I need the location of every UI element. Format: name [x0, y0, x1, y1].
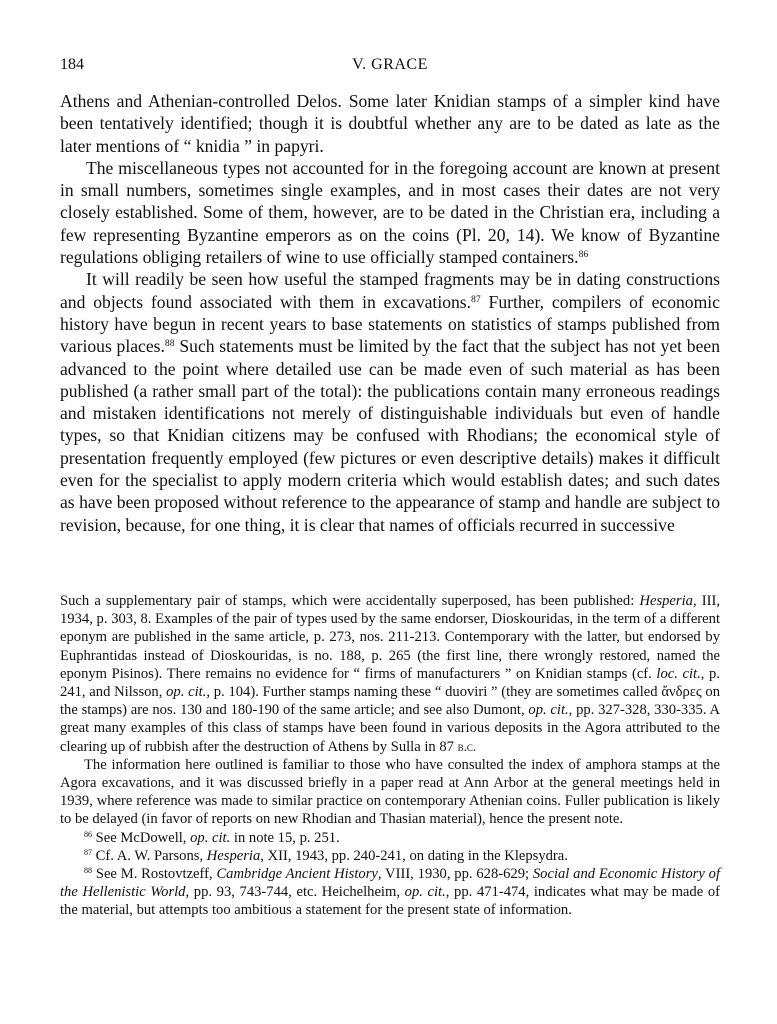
main-text [60, 90, 720, 536]
note-continuation: Such a supplementary pair of stamps, which were accidentally superposed, has been published: Hesperia, III, 1934, p. 303, 8. Examples of the pair of types used by the same endorser, Dioskouridas, in the term of a different eponym are published in the same article, p. 273, nos. 211-213. Contemporary with the latter, but endorsed by Euphrantidas instead of Dioskouridas, is no. 188, p. 265 (the first line, there wrongly restored, named the eponym Pisinos). There remains no evidence for “ firms of manufacturers ” on Knidian stamps (cf. loc. cit., p. 241, and Nilsson, op. cit., p. 104). Further stamps naming these “ duoviri ” (they are sometimes called ἄνδρες on the stamps) are nos. 130 and 180-190 of the same article; and see also Dumont, op. cit., pp. 327-328, 330-335. A great many examples of this class of stamps have been found in various deposits in the Agora attributed to the clearing up of rubbish after the destruction of Athens by Sulla in 87 b.c. [60, 593, 720, 755]
footnote-86: $^{86}$ See McDowell, op. cit. in note 15, p. 251. [84, 829, 340, 846]
footnote-ref-87: 87 [471, 293, 481, 305]
paragraph-3: It will readily be seen how useful the stamped fragments may be in dating constructions and objects found associated with them in excavations.$^{87}$ Further, compilers of economic history have begun in recent years to base statements on statistics of stamps published from various places.$^{88}$ Such statements must be limited by the fact that the subject has not yet been advanced to the point where detailed use can be made even of such material as has been published (a rather small part of the total): the publications contain many erroneous readings and mistaken identifications not merely of distinguishable individuals but even of handle types, so that Knidian citizens may be confused with Rhodians; the economical style of presentation frequently employed (few pictures or even descriptive details) makes it difficult even for the specialist to apply modern criteria which would establish dates; and such dates as have been proposed without reference to the appearance of stamp and handle are subject to revision, because, for one thing, it is clear that names of officials recurred in successive [60, 269, 720, 535]
footnote-ref-88: 88 [164, 338, 175, 350]
paragraph-2: The miscellaneous types not accounted for in the foregoing account are known at present in small numbers, sometimes single examples, and in most cases their dates are not very closely established. Some of them, however, are to be dated in the Christian era, including a few representing Byzantine emperors as on the coins (Pl. 20, 14). We know of Byzantine regulations obliging retailers of wine to use officially stamped containers.$^{86}$ [60, 157, 720, 268]
footnote-ref-86: 86 [578, 249, 589, 261]
greek-word: ἄνδρες [661, 684, 702, 701]
page-header [60, 56, 720, 78]
note-paragraph: The information here outlined is familiar to those who have consulted the index of amphora stamps at the Agora excavations, and it was discussed briefly in a paper read at Ann Arbor at the general meetings held in 1939, where reference was made to similar practice on contemporary Athenian coins. Fuller publication is likely to be delayed (in favor of reports on new Rhodian and Thasian material), hence the present note. [60, 756, 720, 828]
page-number: 184 [60, 56, 84, 73]
footnote-87: $^{87}$ Cf. A. W. Parsons, Hesperia, XII, 1943, pp. 240-241, on dating in the Klepsydra. [84, 847, 568, 864]
footnote-88: $^{88}$ See M. Rostovtzeff, Cambridge Ancient History, VIII, 1930, pp. 628-629; Social and Economic History of the Hellenistic World, pp. 93, 743-744, etc. Heichelheim, op. cit., pp. 471-474, indicates what may be made of the material, but attempts too ambitious a statement for the present state of information. [60, 866, 720, 919]
running-head: V. GRACE [352, 56, 428, 73]
paragraph-1: Athens and Athenian-controlled Delos. Some later Knidian stamps of a simpler kind have been tentatively identified; though it is doubtful whether any are to be dated as late as the later mentions of “ knidia ” in papyri. [60, 91, 720, 156]
footnotes [60, 592, 720, 920]
